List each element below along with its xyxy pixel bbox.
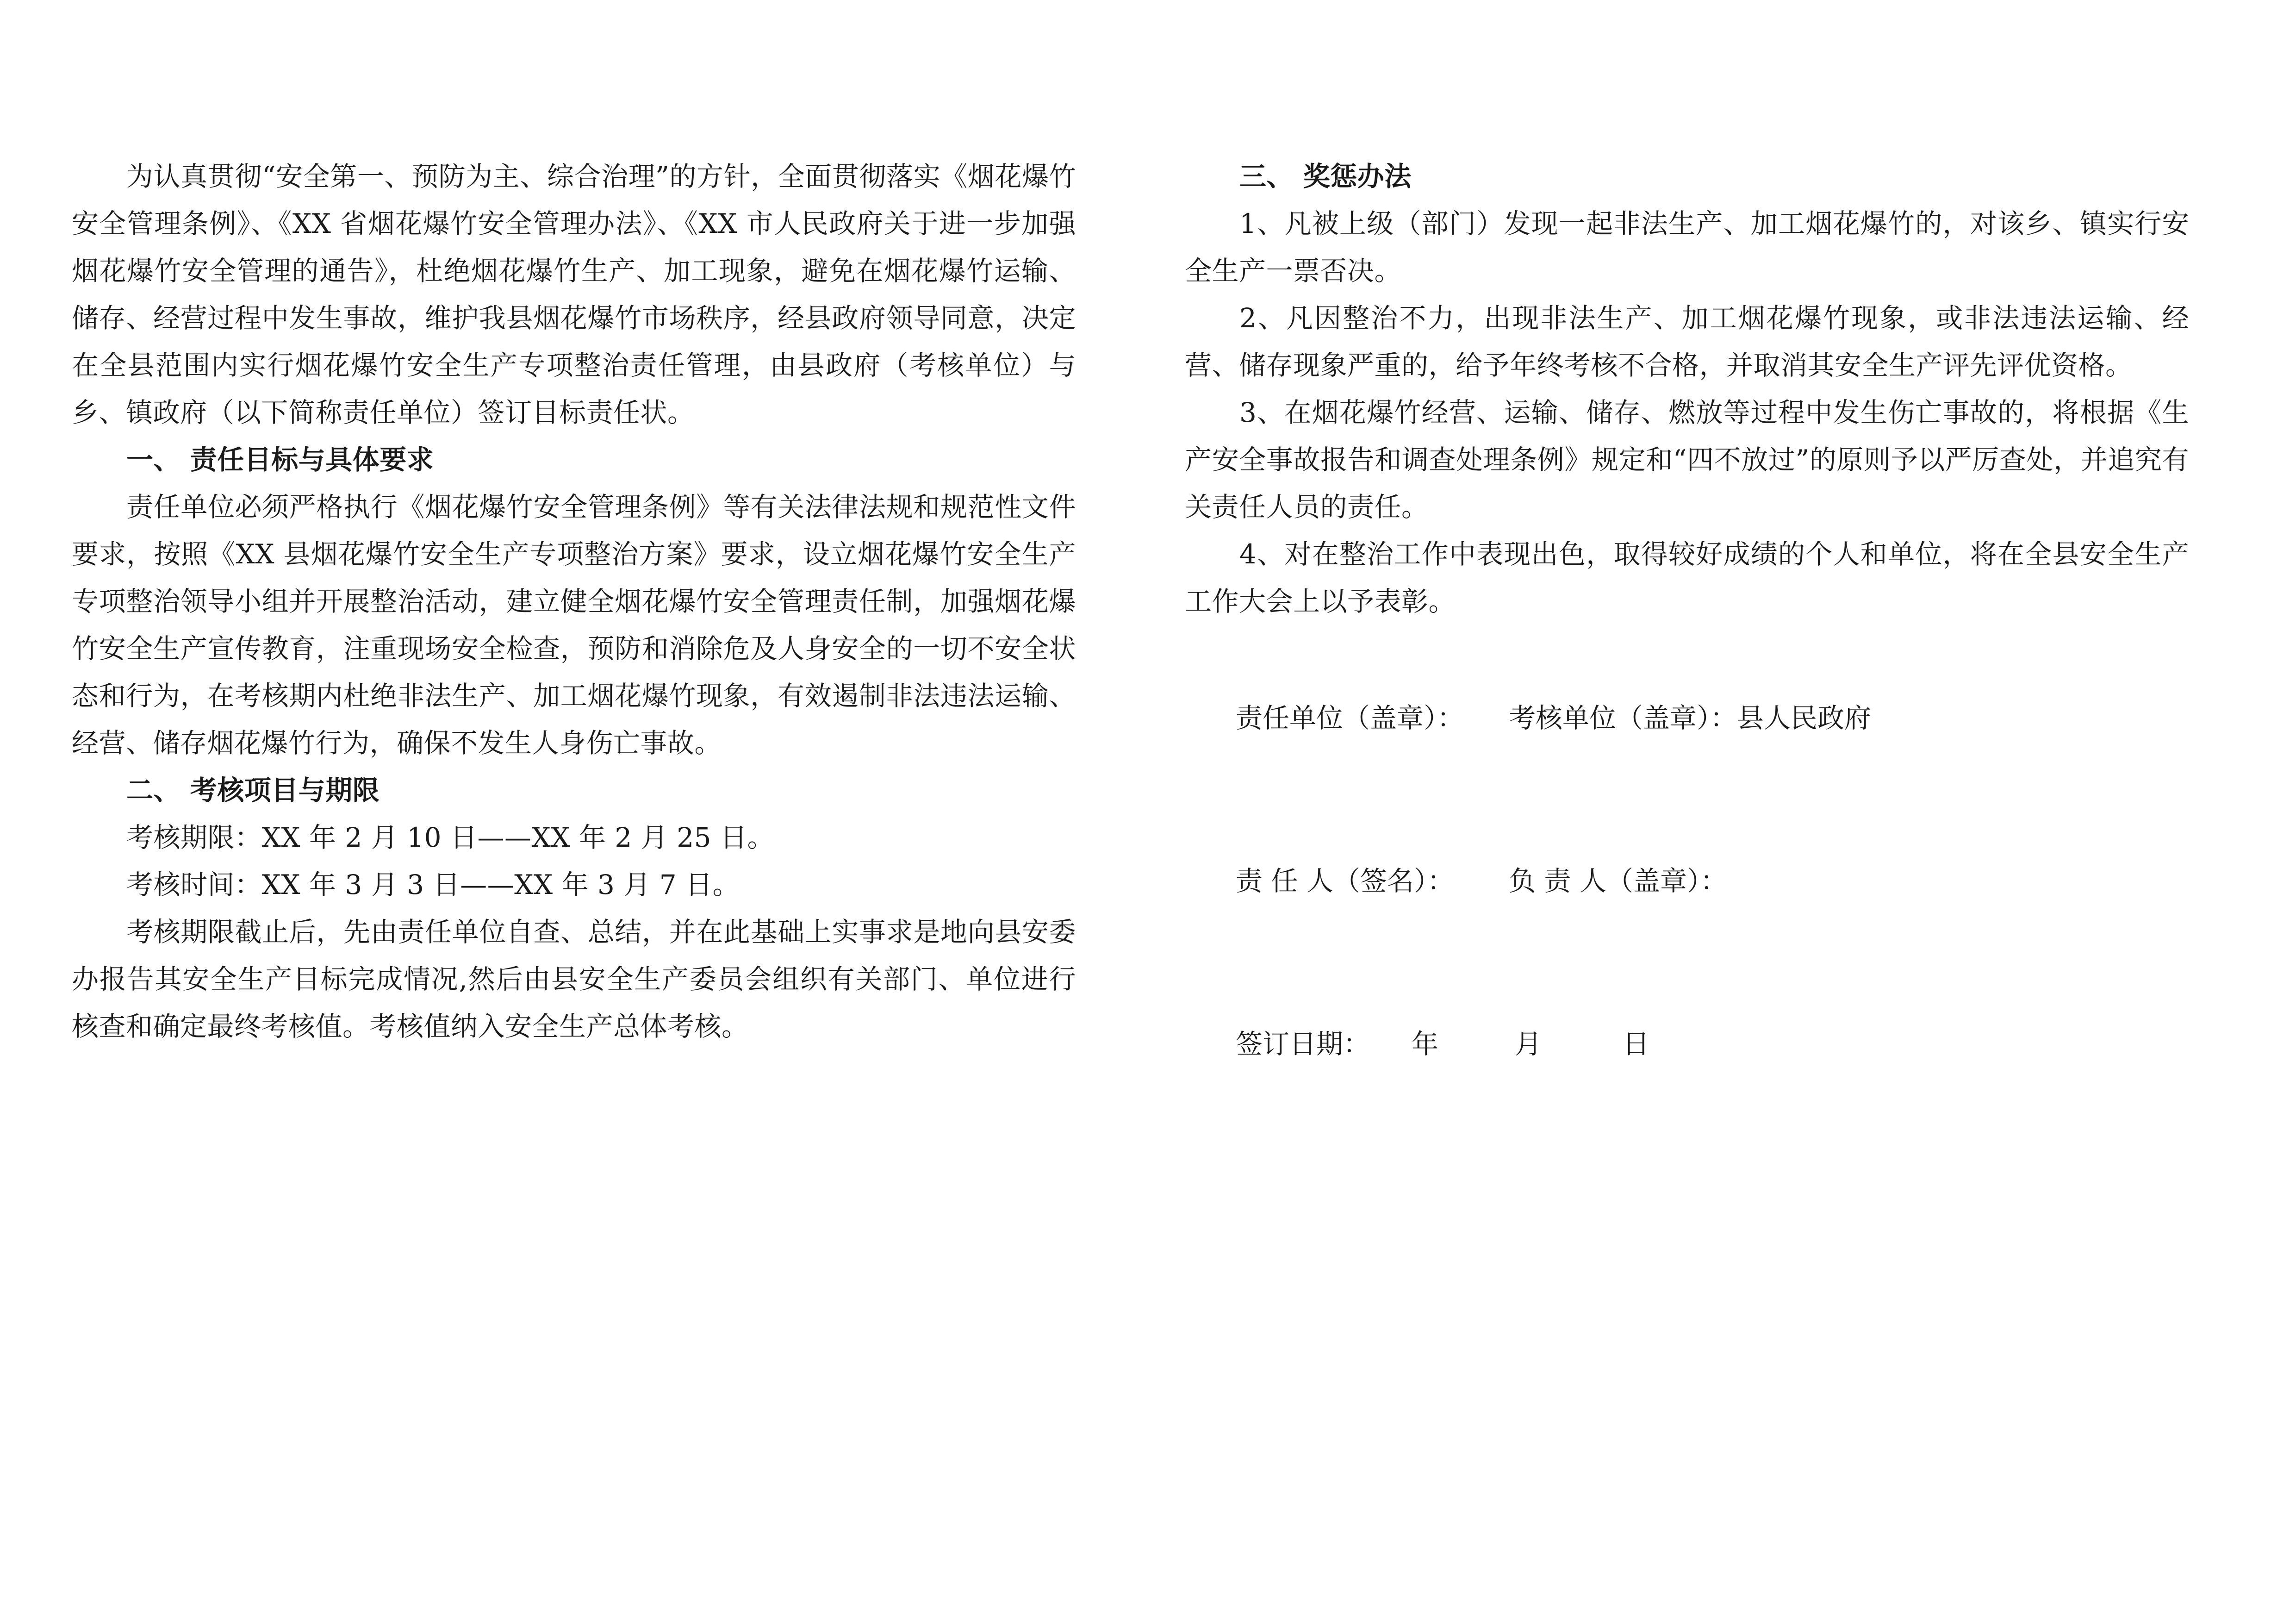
responsible-person-label: 责 任 人（签名）： xyxy=(1236,865,1454,897)
responsible-unit-label: 责任单位（盖章）： xyxy=(1236,702,1464,734)
section-one-heading: 一、 责任目标与具体要求 xyxy=(126,444,434,475)
section-one-body: 责任单位必须严格执行《烟花爆竹安全管理条例》等有关法律法规和规范性文件要求，按照《XX 县烟花爆竹安全生产专项整治方案》要求，设立烟花爆竹安全生产专项整治领导小组并开展整治活动，建立健全烟花爆竹安全管理责任制，加强烟花爆竹安全生产宣传教育，注重现场安全检查，预防和消除危及人身安全的一切不安全状态和行为，在考核期内杜绝非法生产、加工烟花爆竹现象，有效遏制非法违法运输、经营、储存烟花爆竹行为，确保不发生人身伤亡事故。 xyxy=(72,491,1076,759)
left-column xyxy=(0,153,1120,1050)
two-column-layout xyxy=(0,153,2296,1068)
assessment-period-line: 考核期限：XX 年 2 月 10 日——XX 年 2 月 25 日。 xyxy=(126,822,774,853)
assessment-unit-label: 考核单位（盖章）：县人民政府 xyxy=(1509,702,1872,734)
signature-row-persons xyxy=(1185,857,2189,905)
sign-date-year: 年 xyxy=(1412,1028,1439,1060)
principal-label: 负 责 人（盖章）： xyxy=(1509,865,1727,897)
intro-paragraph: 为认真贯彻“安全第一、预防为主、综合治理”的方针，全面贯彻落实《烟花爆竹安全管理条例》、《XX 省烟花爆竹安全管理办法》、《XX 市人民政府关于进一步加强烟花爆竹安全管理的通告》，杜绝烟花爆竹生产、加工现象，避免在烟花爆竹运输、储存、经营过程中发生事故，维护我县烟花爆竹市场秩序，经县政府领导同意，决定在全县范围内实行烟花爆竹安全生产专项整治责任管理，由县政府（考核单位）与乡、镇政府（以下简称责任单位）签订目标责任状。 xyxy=(72,161,1076,428)
signature-block xyxy=(1185,694,2189,1068)
signature-row-units xyxy=(1185,694,2189,742)
reward-item-3: 3、在烟花爆竹经营、运输、储存、燃放等过程中发生伤亡事故的，将根据《生产安全事故报告和调查处理条例》规定和“四不放过”的原则予以严厉查处，并追究有关责任人员的责任。 xyxy=(1185,397,2189,523)
section-two-heading: 二、 考核项目与期限 xyxy=(126,775,380,806)
sign-date-label: 签订日期： xyxy=(1236,1028,1370,1060)
right-column xyxy=(1120,153,2240,1068)
sign-date-day: 日 xyxy=(1623,1028,1650,1060)
reward-item-4: 4、对在整治工作中表现出色，取得较好成绩的个人和单位，将在全县安全生产工作大会上以予表彰。 xyxy=(1185,538,2189,617)
reward-item-2: 2、凡因整治不力，出现非法生产、加工烟花爆竹现象，或非法违法运输、经营、储存现象严重的，给予年终考核不合格，并取消其安全生产评先评优资格。 xyxy=(1185,302,2189,381)
section-three-heading: 三、 奖惩办法 xyxy=(1239,161,1412,192)
assessment-time-line: 考核时间：XX 年 3 月 3 日——XX 年 3 月 7 日。 xyxy=(126,869,740,900)
section-two-body: 考核期限截止后，先由责任单位自查、总结，并在此基础上实事求是地向县安委办报告其安全生产目标完成情况,然后由县安全生产委员会组织有关部门、单位进行核查和确定最终考核值。考核值纳入安全生产总体考核。 xyxy=(72,916,1076,1042)
sign-date-month: 月 xyxy=(1515,1028,1542,1060)
reward-item-1: 1、凡被上级（部门）发现一起非法生产、加工烟花爆竹的，对该乡、镇实行安全生产一票否决。 xyxy=(1185,208,2189,287)
signature-date-row xyxy=(1185,1020,2189,1068)
